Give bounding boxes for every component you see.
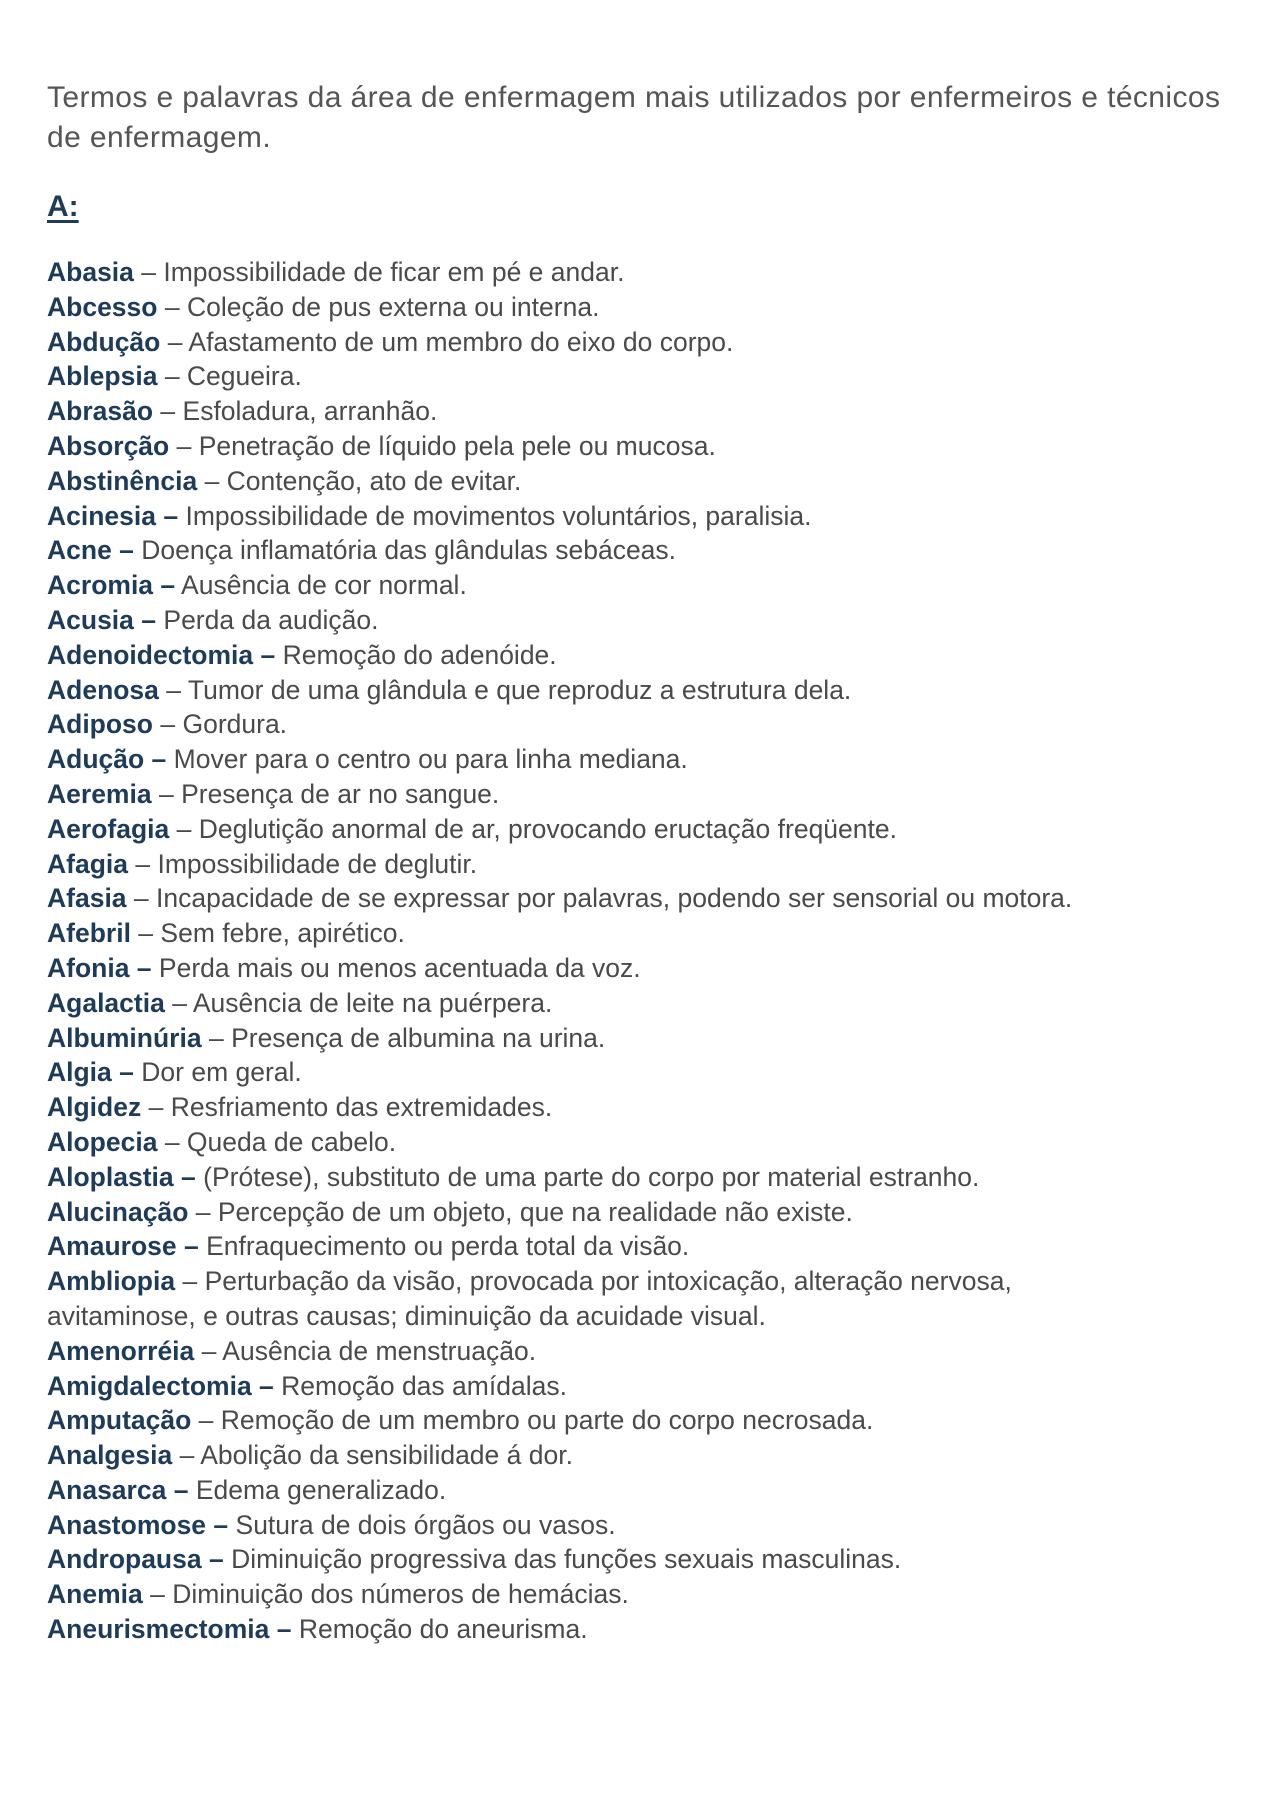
glossary-definition: Enfraquecimento ou perda total da visão.	[206, 1231, 690, 1262]
glossary-entry	[47, 1612, 1167, 1647]
glossary-term: Amigdalectomia –	[47, 1370, 274, 1401]
glossary-term: Ambliopia	[47, 1266, 176, 1297]
glossary-entry	[47, 255, 1167, 290]
glossary-definition: Remoção do aneurisma.	[298, 1614, 588, 1645]
page-title: Termos e palavras da área de enfermagem mais utilizados por enfermeiros e técnicos de enfermagem.	[47, 81, 1221, 154]
glossary-entry	[47, 1334, 1167, 1369]
glossary-term: Alucinação	[47, 1196, 189, 1227]
glossary-definition: Diminuição progressiva das funções sexuais masculinas.	[231, 1544, 902, 1575]
glossary-definition: Ausência de cor normal.	[181, 570, 467, 601]
term-separator: –	[133, 257, 164, 287]
term-separator: –	[142, 1579, 173, 1610]
glossary-entry	[47, 359, 1167, 394]
glossary-list	[47, 255, 1237, 1647]
glossary-entry	[47, 1125, 1167, 1160]
glossary-definition: Sutura de dois órgãos ou vasos.	[235, 1509, 616, 1540]
term-separator	[166, 744, 173, 774]
glossary-definition: Resfriamento das extremidades.	[170, 1092, 553, 1123]
term-separator: –	[157, 361, 187, 392]
glossary-definition: Abolição da sensibilidade á dor.	[200, 1440, 573, 1471]
glossary-entry	[47, 777, 1167, 812]
glossary-entry	[47, 812, 1167, 847]
glossary-entry	[47, 707, 1167, 742]
glossary-definition: Tumor de uma glândula e que reproduz a estrutura dela.	[187, 674, 852, 705]
glossary-definition: Gordura.	[182, 709, 288, 740]
glossary-term: Amaurose –	[47, 1231, 199, 1262]
term-separator: –	[158, 674, 188, 705]
glossary-entry	[47, 1542, 1167, 1577]
glossary-term: Abstinência	[47, 465, 198, 496]
glossary-term: Abasia	[47, 257, 134, 287]
glossary-term: Albuminúria	[47, 1022, 202, 1053]
glossary-term: Agalactia	[47, 987, 165, 1018]
glossary-definition: Mover para o centro ou para linha mediana.	[173, 744, 688, 775]
glossary-definition: Dor em geral.	[141, 1057, 302, 1088]
term-separator: –	[191, 1405, 221, 1436]
glossary-term: Aerofagia	[47, 813, 170, 844]
glossary-definition: Esfoladura, arranhão.	[182, 396, 438, 427]
glossary-entry	[47, 881, 1167, 916]
glossary-definition: Impossibilidade de deglutir.	[157, 848, 478, 879]
glossary-definition: Perda mais ou menos acentuada da voz.	[158, 952, 641, 983]
glossary-definition: Doença inflamatória das glândulas sebáceas.	[141, 535, 677, 566]
glossary-term: Abdução	[47, 326, 161, 357]
section-heading-a: A:	[47, 190, 79, 223]
glossary-entry	[47, 673, 1167, 708]
glossary-term: Anasarca –	[47, 1474, 189, 1505]
glossary-definition: (Prótese), substituto de uma parte do corpo por material estranho.	[203, 1161, 980, 1192]
glossary-entry	[47, 951, 1167, 986]
term-separator: –	[153, 709, 183, 740]
glossary-entry	[47, 603, 1167, 638]
glossary-definition: Presença de ar no sangue.	[181, 778, 500, 809]
glossary-term: Acromia –	[47, 570, 176, 601]
term-separator	[188, 1475, 195, 1505]
glossary-term: Adenoidectomia –	[47, 639, 276, 670]
glossary-term: Afebril	[47, 918, 131, 949]
term-separator: –	[126, 883, 157, 914]
term-separator: –	[160, 326, 189, 357]
glossary-entry	[47, 1229, 1167, 1264]
term-separator: –	[188, 1196, 218, 1227]
glossary-definition: Presença de albumina na urina.	[231, 1022, 606, 1053]
term-separator: –	[164, 987, 193, 1018]
glossary-term: Amputação	[47, 1405, 192, 1436]
glossary-definition: Impossibilidade de ficar em pé e andar.	[163, 257, 625, 287]
term-separator: –	[128, 848, 158, 879]
glossary-term: Aloplastia –	[47, 1161, 196, 1192]
glossary-definition: Edema generalizado.	[195, 1474, 447, 1505]
glossary-definition: Contenção, ato de evitar.	[226, 465, 522, 496]
glossary-entry	[47, 533, 1167, 568]
glossary-entry	[47, 464, 1167, 499]
glossary-definition: Ausência de leite na puérpera.	[192, 987, 553, 1018]
glossary-term: Acne –	[47, 535, 134, 566]
glossary-entry	[47, 1090, 1167, 1125]
term-separator: –	[194, 1335, 223, 1366]
term-separator: –	[151, 778, 182, 809]
glossary-term: Afonia –	[47, 952, 152, 983]
glossary-entry	[47, 1195, 1167, 1230]
glossary-definition: Afastamento de um membro do eixo do corpo.	[188, 326, 734, 357]
glossary-definition: Penetração de líquido pela pele ou mucosa.	[198, 430, 716, 461]
term-separator: –	[157, 1126, 187, 1157]
glossary-term: Anemia	[47, 1579, 143, 1610]
glossary-entry	[47, 638, 1167, 673]
glossary-term: Afasia	[47, 883, 127, 914]
glossary-entry	[47, 1055, 1167, 1090]
term-separator	[291, 1614, 298, 1644]
glossary-entry	[47, 1508, 1167, 1543]
glossary-term: Abrasão	[47, 396, 154, 427]
term-separator: –	[141, 1092, 171, 1123]
glossary-term: Aeremia	[47, 778, 152, 809]
glossary-entry	[47, 1264, 1167, 1334]
term-separator	[152, 953, 159, 983]
term-separator: –	[197, 465, 227, 496]
glossary-term: Alopecia	[47, 1126, 158, 1157]
term-separator: –	[157, 291, 187, 322]
glossary-entry	[47, 1473, 1167, 1508]
glossary-entry	[47, 742, 1167, 777]
term-separator: –	[172, 1440, 201, 1471]
glossary-term: Acinesia –	[47, 500, 179, 531]
glossary-term: Adiposo	[47, 709, 153, 740]
glossary-entry	[47, 499, 1167, 534]
glossary-entry	[47, 1160, 1167, 1195]
term-separator: –	[201, 1022, 232, 1053]
term-separator: –	[130, 918, 161, 949]
glossary-entry	[47, 916, 1167, 951]
glossary-term: Acusia –	[47, 604, 157, 635]
term-separator: –	[175, 1266, 205, 1297]
document-page	[47, 78, 1237, 1647]
glossary-entry	[47, 847, 1167, 882]
glossary-definition: Queda de cabelo.	[186, 1126, 397, 1157]
term-separator: –	[169, 430, 199, 461]
glossary-entry	[47, 1369, 1167, 1404]
glossary-definition: Perda da audição.	[163, 604, 379, 635]
glossary-entry	[47, 325, 1167, 360]
glossary-definition: Cegueira.	[186, 361, 302, 392]
glossary-term: Anastomose –	[47, 1509, 229, 1540]
glossary-term: Adução –	[47, 744, 167, 775]
glossary-term: Afagia	[47, 848, 128, 879]
glossary-definition: Remoção das amídalas.	[281, 1370, 567, 1401]
glossary-term: Amenorréia	[47, 1335, 195, 1366]
glossary-definition: Sem febre, apirético.	[160, 918, 405, 949]
glossary-definition: Percepção de um objeto, que na realidade não existe.	[217, 1196, 853, 1227]
glossary-entry	[47, 1403, 1167, 1438]
glossary-entry	[47, 986, 1167, 1021]
glossary-entry	[47, 1438, 1167, 1473]
term-separator	[275, 640, 282, 670]
glossary-definition: Incapacidade de se expressar por palavras, podendo ser sensorial ou motora.	[156, 883, 1073, 914]
glossary-term: Andropausa –	[47, 1544, 224, 1575]
term-separator: –	[153, 396, 183, 427]
glossary-term: Absorção	[47, 430, 170, 461]
glossary-term: Aneurismectomia –	[47, 1614, 292, 1645]
glossary-definition: Impossibilidade de movimentos voluntários, paralisia.	[185, 500, 812, 531]
glossary-entry	[47, 1021, 1167, 1056]
glossary-entry	[47, 290, 1167, 325]
glossary-entry	[47, 429, 1167, 464]
term-separator: –	[169, 813, 199, 844]
glossary-term: Analgesia	[47, 1440, 173, 1471]
glossary-definition: Remoção de um membro ou parte do corpo necrosada.	[220, 1405, 874, 1436]
glossary-term: Ablepsia	[47, 361, 158, 392]
term-separator	[228, 1510, 235, 1540]
glossary-entry	[47, 568, 1167, 603]
term-separator	[224, 1544, 231, 1574]
glossary-entry	[47, 394, 1167, 429]
glossary-entry	[47, 1577, 1167, 1612]
term-separator	[199, 1231, 206, 1261]
glossary-definition: Diminuição dos números de hemácias.	[172, 1579, 629, 1610]
glossary-term: Abcesso	[47, 291, 158, 322]
glossary-definition: Perturbação da visão, provocada por intoxicação, alteração nervosa, avitaminose, e outras causas; diminuição da acuidade visual.	[47, 1266, 1012, 1331]
glossary-definition: Remoção do adenóide.	[282, 639, 557, 670]
glossary-definition: Ausência de menstruação.	[222, 1335, 537, 1366]
glossary-definition: Deglutição anormal de ar, provocando eructação freqüente.	[198, 813, 897, 844]
glossary-term: Adenosa	[47, 674, 159, 705]
glossary-definition: Coleção de pus externa ou interna.	[186, 291, 600, 322]
glossary-term: Algidez	[47, 1092, 142, 1123]
glossary-term: Algia –	[47, 1057, 134, 1088]
